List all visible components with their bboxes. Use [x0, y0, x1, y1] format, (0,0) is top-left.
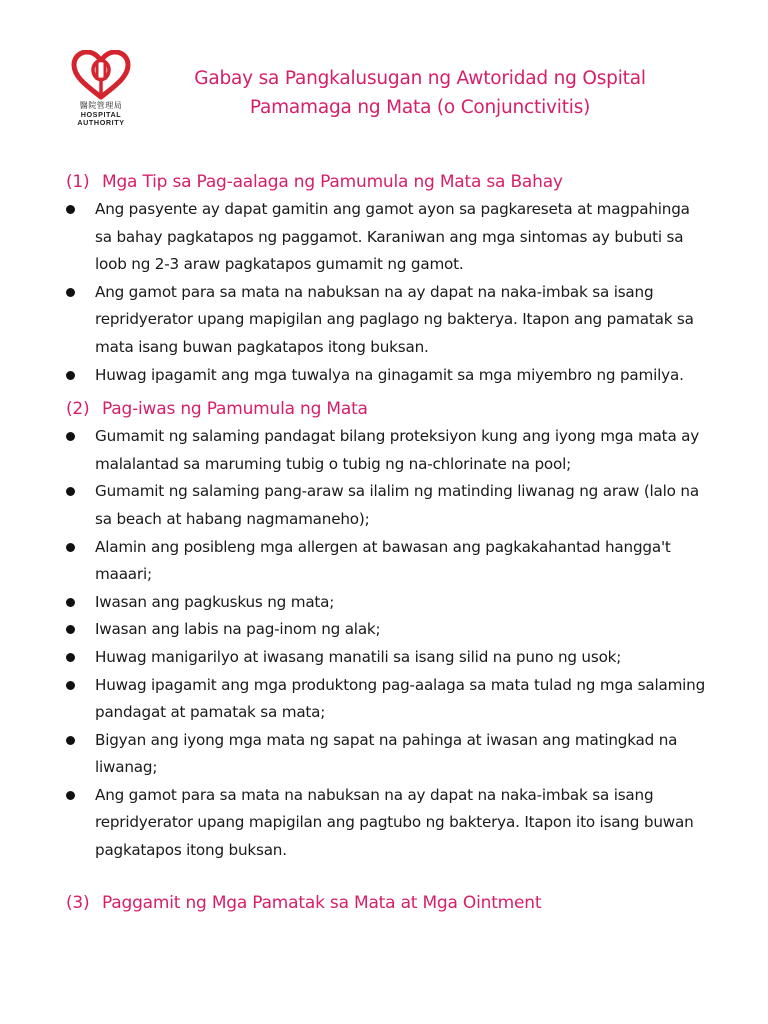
title-line-2: Pamamaga ng Mata (o Conjunctivitis) — [249, 97, 591, 118]
list-item — [66, 478, 706, 533]
section-title: Mga Tip sa Pag-aalaga ng Pamumula ng Mata sa Bahay — [102, 172, 563, 192]
list-item-text: Ang pasyente ay dapat gamitin ang gamot ayon sa pagkareseta at magpahinga sa bahay pagkatapos ng paggamot. Karaniwan ang mga sintomas ay bubuti sa loob ng 2-3 araw pagkatapos gumamit ng gamot. — [95, 200, 690, 274]
section-title: Pag-iwas ng Pamumula ng Mata — [102, 399, 368, 420]
list-item — [66, 279, 706, 362]
bullet-icon — [66, 625, 75, 634]
bullet-list — [66, 196, 706, 389]
list-item-text: Huwag manigarilyo at iwasang manatili sa isang silid na puno ng usok; — [95, 647, 622, 666]
section-number: (2) — [66, 399, 90, 420]
bullet-icon — [66, 288, 75, 297]
section-home-care — [66, 168, 706, 389]
bullet-icon — [66, 432, 75, 441]
bullet-icon — [66, 736, 75, 745]
list-item-text: Ang gamot para sa mata na nabuksan na ay dapat na naka-imbak sa isang repridyerator upang mapigilan ang paglago ng bakterya. Itapon ang pamatak sa mata isang buwan pagkatapos itong buksan. — [95, 282, 694, 356]
list-item-text: Iwasan ang pagkuskus ng mata; — [95, 592, 335, 611]
logo-org-name-line1: HOSPITAL — [80, 110, 122, 119]
hospital-authority-logo — [62, 50, 140, 127]
section-number: (1) — [66, 172, 90, 192]
list-item-text: Ang gamot para sa mata na nabuksan na ay dapat na naka-imbak sa isang repridyerator upang mapigilan ang pagtubo ng bakterya. Itapon ito isang buwan pagkatapos itong buksan. — [95, 785, 694, 860]
bullet-icon — [66, 205, 75, 214]
list-item — [66, 362, 706, 390]
bullet-icon — [66, 598, 75, 607]
bullet-icon — [66, 543, 75, 552]
heart-logo-icon — [71, 50, 131, 100]
section-heading — [66, 395, 706, 423]
section-heading — [66, 168, 706, 196]
document-body — [66, 168, 706, 917]
list-item-text: Gumamit ng salaming pandagat bilang proteksiyon kung ang iyong mga mata ay malalantad sa maruming tubig o tubig ng na-chlorinate na pool; — [95, 427, 700, 473]
list-item-text: Alamin ang posibleng mga allergen at bawasan ang pagkakahantad hangga't maaari; — [95, 537, 671, 584]
list-item-text: Gumamit ng salaming pang-araw sa ilalim ng matinding liwanag ng araw (lalo na sa beach at habang nagmamaneho); — [95, 482, 699, 528]
title-line-1: Gabay sa Pangkalusugan ng Awtoridad ng Ospital — [194, 68, 646, 89]
list-item — [66, 782, 706, 865]
list-item — [66, 727, 706, 782]
section-title: Paggamit ng Mga Pamatak sa Mata at Mga Ointment — [102, 892, 542, 913]
list-item — [66, 534, 706, 589]
logo-org-name-cjk: 醫院管理局 — [79, 101, 123, 110]
bullet-icon — [66, 487, 75, 496]
section-heading — [66, 889, 706, 917]
list-item — [66, 589, 706, 617]
list-item — [66, 616, 706, 644]
list-item — [66, 644, 706, 672]
section-prevention — [66, 395, 706, 865]
list-item — [66, 196, 706, 279]
list-item-text: Huwag ipagamit ang mga tuwalya na ginagamit sa mga miyembro ng pamilya. — [95, 365, 684, 384]
logo-org-name-line2: AUTHORITY — [77, 118, 125, 127]
bullet-icon — [66, 371, 75, 380]
bullet-list — [66, 423, 706, 865]
section-number: (3) — [66, 892, 90, 913]
bullet-icon — [66, 791, 75, 800]
bullet-icon — [66, 681, 75, 690]
list-item — [66, 672, 706, 727]
list-item — [66, 423, 706, 478]
list-item-text: Iwasan ang labis na pag-inom ng alak; — [95, 620, 381, 639]
section-eye-drops-ointments — [66, 889, 706, 917]
list-item-text: Bigyan ang iyong mga mata ng sapat na pahinga at iwasan ang matingkad na liwanag; — [95, 730, 678, 777]
list-item-text: Huwag ipagamit ang mga produktong pag-aalaga sa mata tulad ng mga salaming pandagat at pamatak sa mata; — [95, 675, 706, 722]
bullet-icon — [66, 653, 75, 662]
document-title — [150, 64, 690, 122]
page-header — [0, 0, 768, 150]
